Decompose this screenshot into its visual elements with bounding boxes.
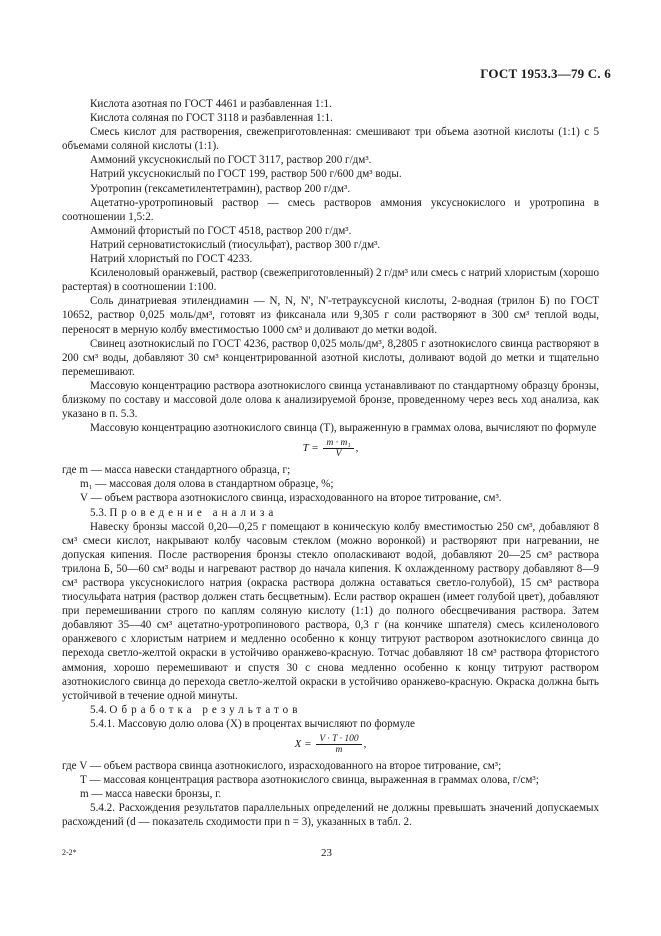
paragraph: Ацетатно-уротропиновый раствор — смесь растворов аммония уксуснокислого и уротропина в соотношении 1,5:2. [62,196,599,223]
section-heading-5-3 [62,506,599,520]
where-definition: где m — масса навески стандартного образца, г; [62,464,291,477]
formula-tin-fraction [62,734,599,755]
where-definition: V — объем раствора азотнокислого свинца, израсходованного на второе титрование, см³. [80,492,502,505]
paragraph: Массовую концентрацию азотнокислого свинца (T), выраженную в граммах олова, вычисляют по формуле [90,422,597,435]
paragraph: Ксиленоловый оранжевый, раствор (свежеприготовленный) 2 г/дм³ или смесь с натрий хлористым (хорошо растертая) в соотношении 1:100. [62,267,599,294]
paragraph: Аммоний уксуснокислый по ГОСТ 3117, раствор 200 г/дм³. [90,154,372,167]
section-heading-5-4 [62,703,599,717]
paragraph: Смесь кислот для растворения, свежеприготовленная: смешивают три объема азотной кислоты (1:1) с 5 объемами соляной кислоты (1:1). [62,126,599,153]
section-number: 5.3. [90,506,107,519]
section-number: 5.4. [90,703,107,716]
where-definition: m₁ — массовая доля олова в стандартном образце, %; [80,478,334,491]
paragraph: Соль динатриевая этилендиамин — N, N, N', N'-тетрауксусной кислоты, 2-водная (трилон Б) по ГОСТ 10652, раствор 0,025 моль/дм³, готовят из фиксанала или 9,305 г соли растворяют в 300 см³ теплой воды, переносят в мерную колбу вместимостью 1000 см³ и доливают до метки водой. [62,295,599,336]
formula-lhs: T = [302,442,319,455]
paragraph: Натрий хлористый по ГОСТ 4233. [90,253,253,266]
formula-fraction [323,438,353,459]
section-title: Проведение анализа [109,506,278,519]
where-definition: T — массовая концентрация раствора азотнокислого свинца, выраженная в граммах олова, г/см³; [80,774,539,787]
formula-fraction [316,734,361,755]
formula-denominator: V [335,449,342,460]
document-body [62,97,599,830]
page-header: ГОСТ 1953.3—79 С. 6 [480,66,611,81]
paragraph: Свинец азотнокислый по ГОСТ 4236, раствор 0,025 моль/дм³, 8,2805 г азотнокислого свинца растворяют в 200 см³ воды, добавляют 30 см³ концентрированной азотной кислоты, доливают водой до метки и тщательно перемешивают. [62,337,599,378]
paragraph: Аммоний фтористый по ГОСТ 4518, раствор 200 г/дм³. [90,224,352,237]
where-definition: m — масса навески бронзы, г. [80,788,222,801]
formula-lead-concentration [62,438,599,459]
page-number: 23 [321,847,332,859]
paragraph-5-4-2: 5.4.2. Расхождения результатов параллельных определений не должны превышать значений допускаемых расхождений (d — показатель сходимости при n = 3), указанных в табл. 2. [62,802,599,829]
paragraph: Массовую концентрацию раствора азотнокислого свинца устанавливают по стандартному образцу бронзы, близкому по составу и массовой доле олова к анализируемой бронзе, проведенному через весь ход анализа, как указано в п. 5.3. [62,379,599,421]
paragraph: Кислота соляная по ГОСТ 3118 и разбавленная 1:1. [90,112,333,125]
paragraph: Кислота азотная по ГОСТ 4461 и разбавленная 1:1. [90,98,332,110]
formula-denominator: m [335,745,343,756]
formula-tail: , [355,442,359,455]
paragraph: Натрий уксуснокислый по ГОСТ 199, раствор 500 г/600 дм³ воды. [90,168,402,181]
paragraph-analysis: Навеску бронзы массой 0,20—0,25 г помещают в коническую колбу вместимостью 250 см³, добавляют 8 см³ смеси кислот, накрывают колбу часовым стеклом (можно воронкой) и растворяют при нагревании, не допуская кипения. После растворения бронзы стекло ополаскивают водой, добавляют 20—25 см³ раствора трилона Б, 50—60 см³ воды и нагревают раствор до начала кипения. К охлажденному раствору добавляют 8—9 см³ раствора уксуснокислого натрия (окраска раствора должна оставаться светло-голубой), 15 см³ раствора тиосульфата натрия (раствор должен стать бесцветным). Если раствор окрашен (имеет голубой цвет), добавляют при перемешивании строго по каплям соляную кислоту (1:1) до полного обесцвечивания раствора. Затем добавляют 35—40 см³ ацетатно-уротропинового раствора, 0,3 г (на кончике шпателя) смесь ксиленолового оранжевого с хлористым натрием и медленно особенно к концу титруют раствором азотнокислого свинца до перехода светло-желтой окраски в устойчиво оранжево-красную. Тотчас добавляют 18 см³ раствора фтористого аммония, хорошо перемешивают и спустя 30 с снова медленно особенно к концу титруют раствором азотнокислого свинца до перехода светло-желтой окраски в устойчиво оранжево-красную. Окраска должна быть устойчивой в течение одной минуты. [62,520,599,702]
formula-tail: , [363,738,367,751]
section-title: Обработка результатов [109,703,302,716]
paragraph: Натрий серноватистокислый (тиосульфат), раствор 300 г/дм³. [90,238,381,251]
paragraph: Уротропин (гексаметилентетрамин), раствор 200 г/дм³. [90,182,351,195]
formula-numerator: V · T · 100 [316,734,361,745]
where-definition: где V — объем раствора свинца азотнокислого, израсходованного на второе титрование, см³; [62,760,502,773]
formula-lhs: X = [294,738,312,751]
formula-numerator: m · m₁ [323,438,353,449]
footer-signature-mark: 2-2* [62,848,77,857]
paragraph-5-4-1: 5.4.1. Массовую долю олова (X) в процентах вычисляют по формуле [90,717,415,730]
